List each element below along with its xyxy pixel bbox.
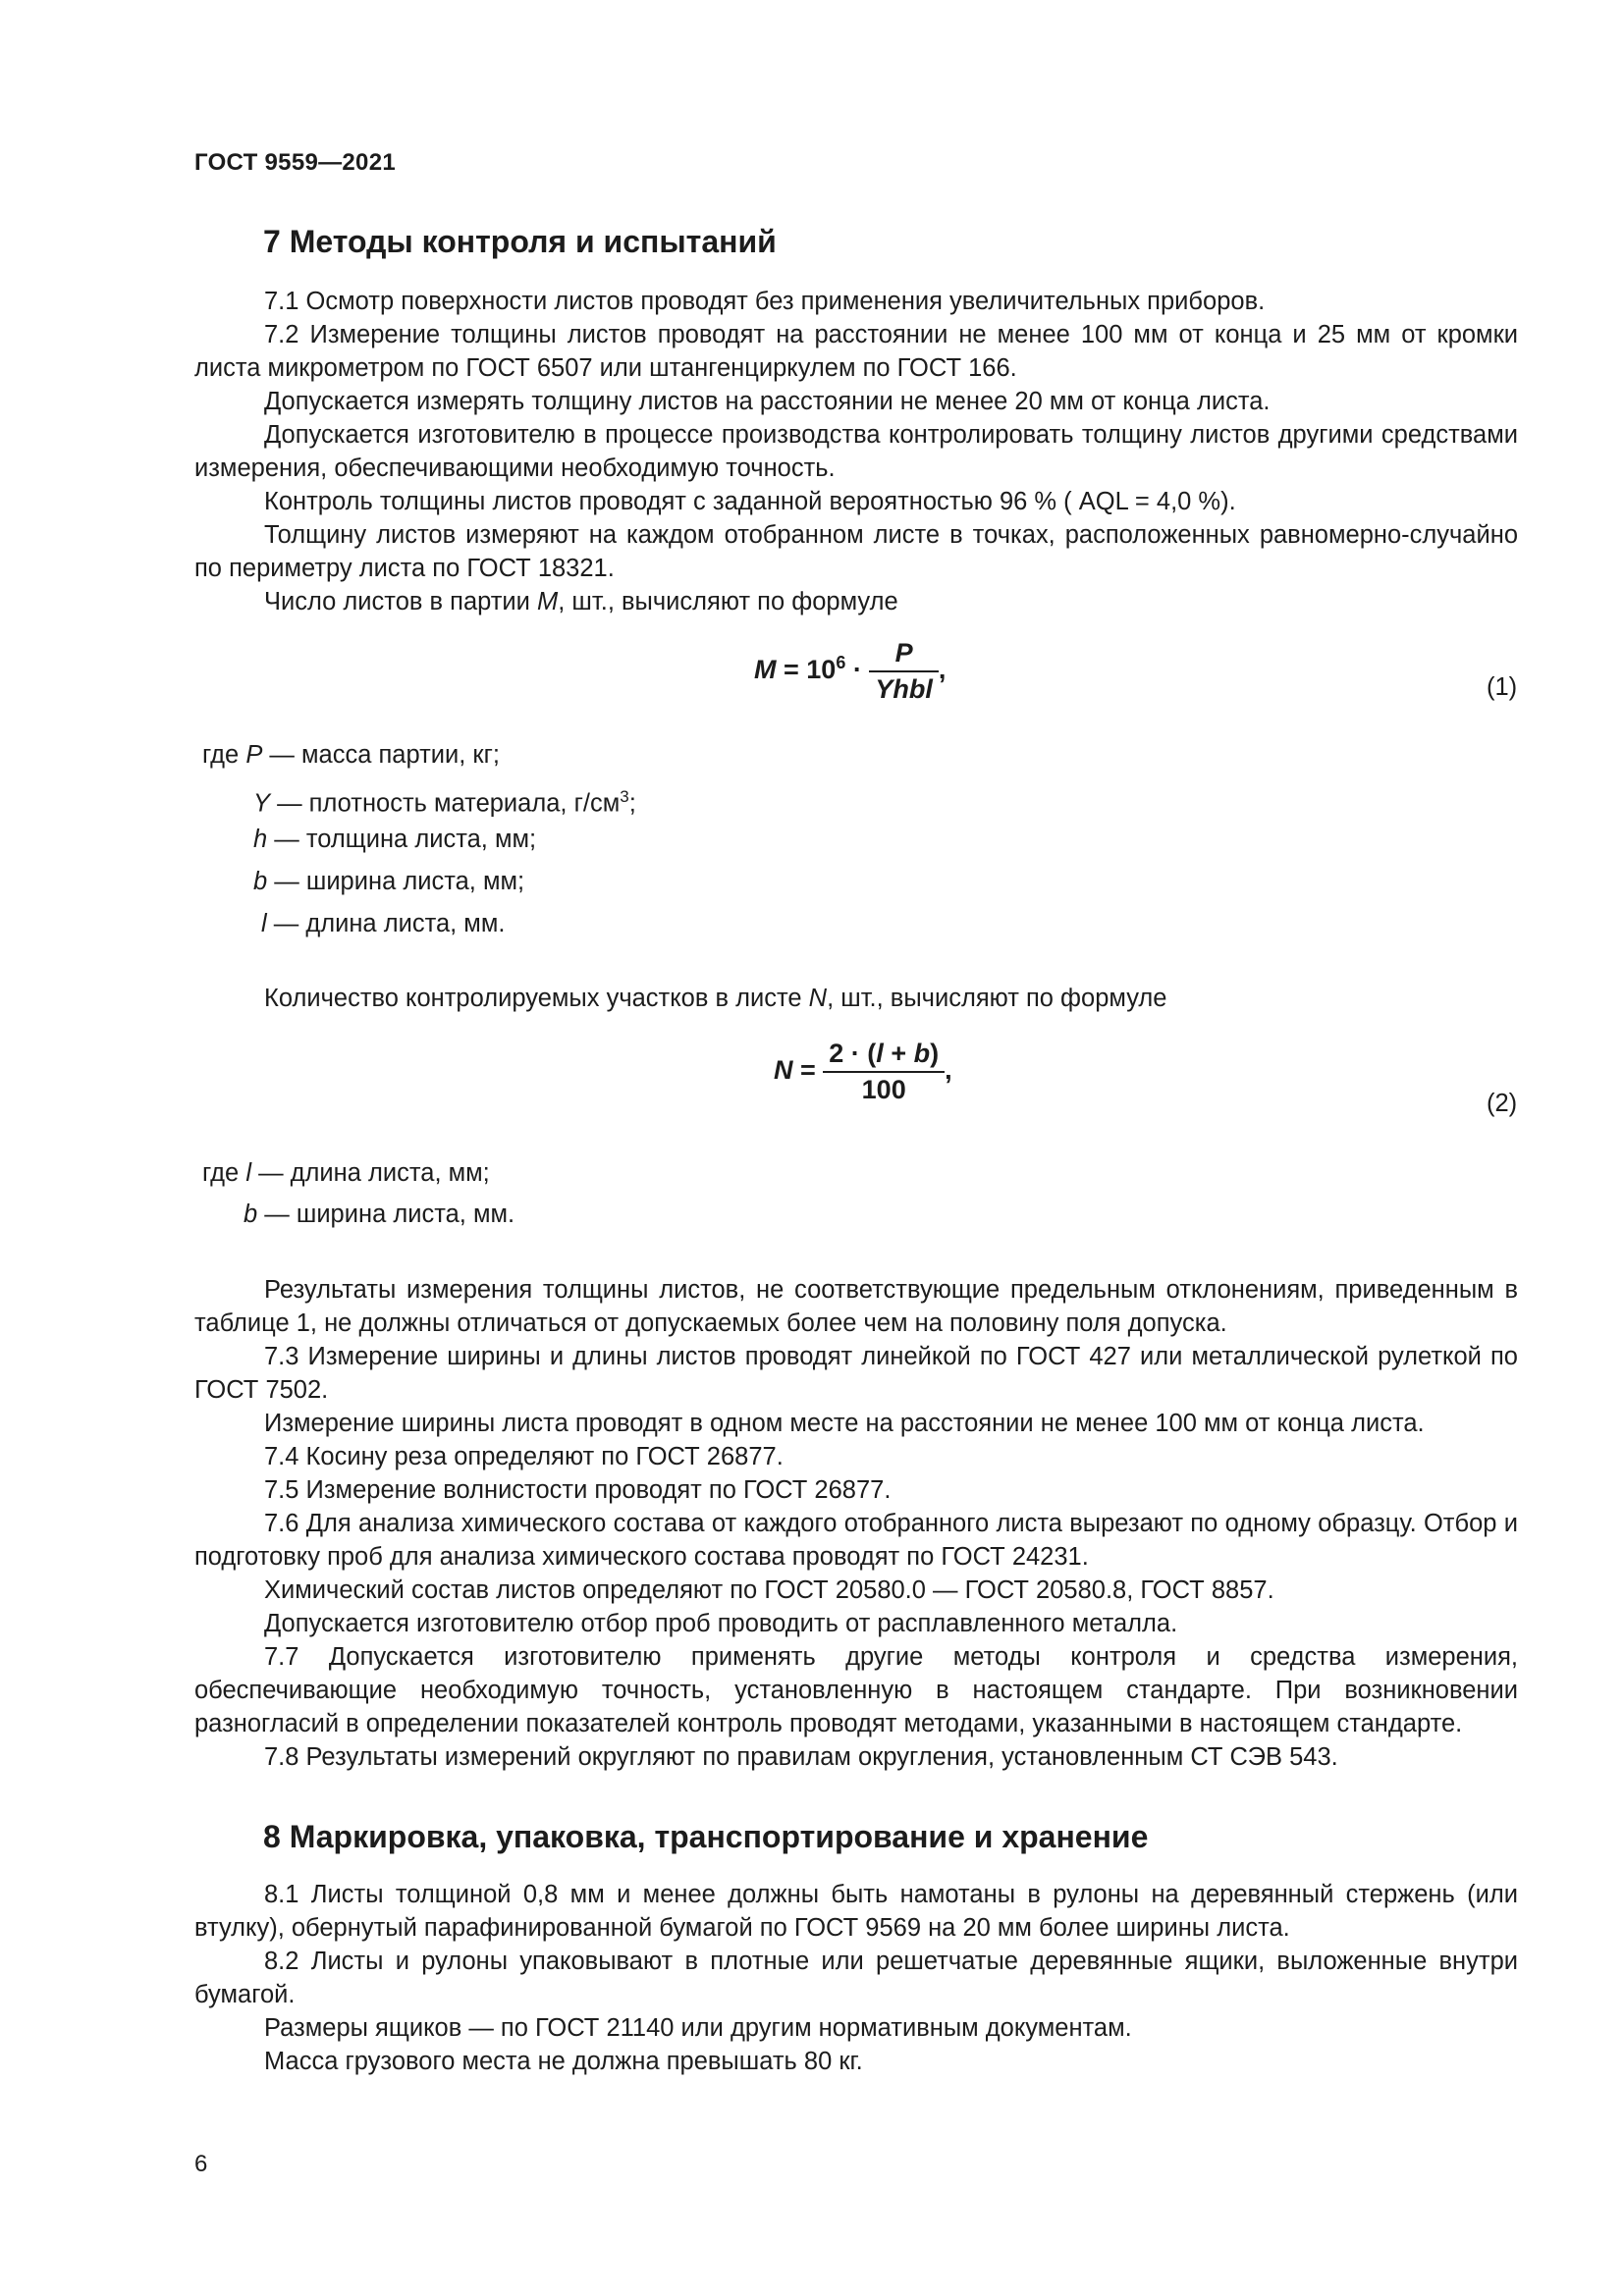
where-item: b — ширина листа, мм. xyxy=(244,1201,515,1228)
section-7-paragraphs-b xyxy=(194,1273,1518,1774)
section-7-title: 7 Методы контроля и испытаний xyxy=(263,224,777,259)
paragraph: 7.2 Измерение толщины листов проводят на расстоянии не менее 100 мм от конца и 25 мм от кромки листа микрометром по ГОСТ 6507 или штангенциркулем по ГОСТ 166. xyxy=(194,321,1518,382)
where-item: Y — плотность материала, $г/см^3$; xyxy=(253,787,636,818)
where-item: где P — масса партии, кг; xyxy=(202,741,500,769)
where-item: b — ширина листа, мм; xyxy=(253,868,525,895)
formula-2-intro: Количество контролируемых участков в листе N, шт., вычисляют по формуле xyxy=(264,985,1167,1012)
section-8-paragraphs xyxy=(194,1878,1518,2078)
paragraph: Измерение ширины листа проводят в одном месте на расстоянии не менее 100 мм от конца листа. xyxy=(264,1410,1425,1437)
paragraph: Результаты измерения толщины листов, не соответствующие предельным отклонениям, приведенным в таблице 1, не должны отличаться от допускаемых более чем на половину поля допуска. xyxy=(194,1276,1518,1337)
formula-1-number: (1) xyxy=(1487,673,1518,701)
paragraph: Допускается изготовителю в процессе производства контролировать толщину листов другими средствами измерения, обеспечивающими необходимую точность. xyxy=(194,421,1518,482)
page-number: 6 xyxy=(194,2151,208,2177)
paragraph: Химический состав листов определяют по ГОСТ 20580.0 — ГОСТ 20580.8, ГОСТ 8857. xyxy=(264,1576,1274,1604)
paragraph: Масса грузового места не должна превышать 80 кг. xyxy=(264,2048,863,2075)
paragraph: 8.2 Листы и рулоны упаковывают в плотные или решетчатые деревянные ящики, выложенные внутри бумагой. xyxy=(194,1948,1518,2008)
formula-2-number: (2) xyxy=(1487,1090,1518,1117)
paragraph: 8.1 Листы толщиной 0,8 мм и менее должны быть намотаны в рулоны на деревянный стержень (или втулку), обернутый парафинированной бумагой по ГОСТ 9569 на 20 мм более ширины листа. xyxy=(194,1881,1518,1942)
paragraph: Допускается измерять толщину листов на расстоянии не менее 20 мм от конца листа. xyxy=(264,388,1271,415)
paragraph: 7.6 Для анализа химического состава от каждого отобранного листа вырезают по одному образцу. Отбор и подготовку проб для анализа химического состава проводят по ГОСТ 24231. xyxy=(194,1510,1518,1571)
paragraph: Размеры ящиков — по ГОСТ 21140 или другим нормативным документам. xyxy=(264,2014,1132,2042)
where-item: l — длина листа, мм. xyxy=(261,910,506,937)
formula-2-intro-block xyxy=(194,982,1518,1015)
formula-1: $M = 10^6$ · $\frac{P}{\text{Yhbl}}$ , xyxy=(754,638,947,704)
paragraph: 7.4 Косину реза определяют по ГОСТ 26877. xyxy=(264,1443,784,1470)
section-7-paragraphs-a xyxy=(194,285,1518,618)
formula-2: N = $\frac{2 \cdot (l + b)}{100}$ , xyxy=(774,1039,952,1104)
fraction: $\frac{P}{\text{Yhbl}}$ xyxy=(869,638,939,705)
paragraph: Толщину листов измеряют на каждом отобранном листе в точках, расположенных равномерно-случайно по периметру листа по ГОСТ 18321. xyxy=(194,521,1518,582)
section-8-title: 8 Маркировка, упаковка, транспортирование и хранение xyxy=(263,1819,1149,1854)
paragraph: Контроль толщины листов проводят с заданной вероятностью 96 % ( AQL = 4,0 %). xyxy=(264,488,1236,515)
paragraph: 7.5 Измерение волнистости проводят по ГОСТ 26877. xyxy=(264,1476,892,1504)
paragraph: 7.7 Допускается изготовителю применять другие методы контроля и средства измерения, обеспечивающие необходимую точность, установленную в настоящем стандарте. При возникновении разногласий в определении показателей контроль проводят методами, указанными в настоящем стандарте. xyxy=(194,1643,1518,1737)
paragraph: 7.3 Измерение ширины и длины листов проводят линейкой по ГОСТ 427 или металлической рулеткой по ГОСТ 7502. xyxy=(194,1343,1518,1404)
paragraph: 7.1 Осмотр поверхности листов проводят без применения увеличительных приборов. xyxy=(264,288,1266,315)
formula-1-intro: Число листов в партии M, шт., вычисляют по формуле xyxy=(264,588,898,615)
where-item: где l — длина листа, мм; xyxy=(202,1159,490,1187)
fraction: $\frac{2 \cdot (l + b)}{100}$ xyxy=(823,1039,945,1105)
document-code: ГОСТ 9559—2021 xyxy=(194,149,397,176)
paragraph: 7.8 Результаты измерений округляют по правилам округления, установленным СТ СЭВ 543. xyxy=(264,1743,1338,1771)
where-item: h — толщина листа, мм; xyxy=(253,826,537,853)
paragraph: Допускается изготовителю отбор проб проводить от расплавленного металла. xyxy=(264,1610,1178,1637)
